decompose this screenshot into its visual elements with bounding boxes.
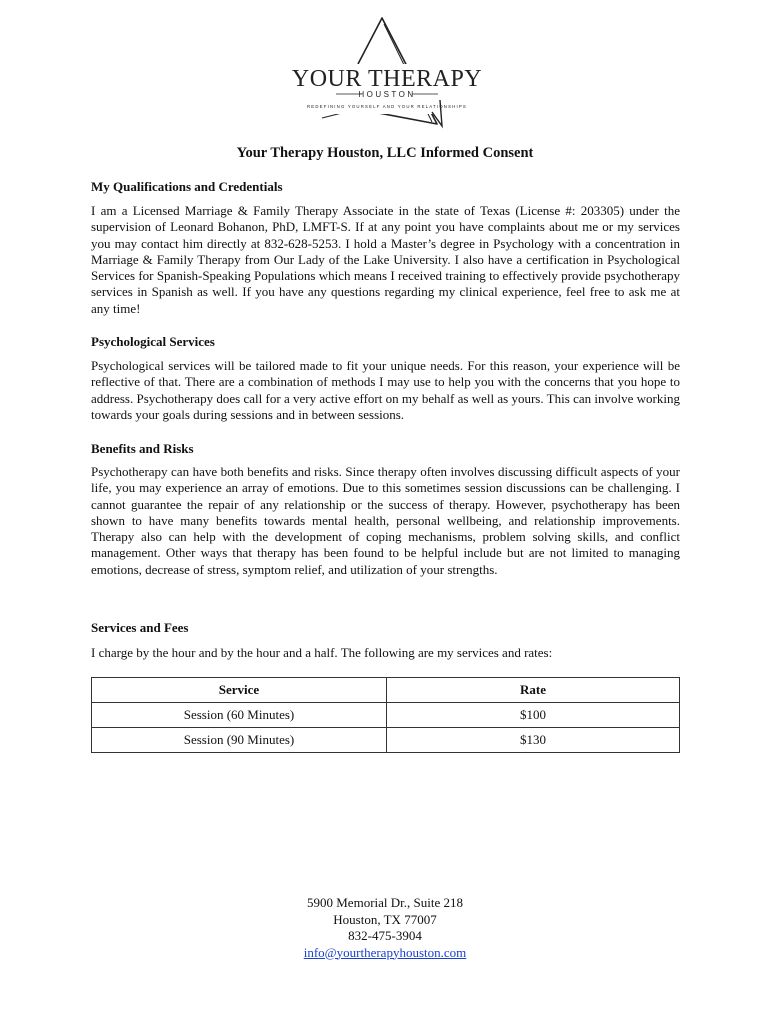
services-fees-paragraph: I charge by the hour and by the hour and a half. The following are my services and rates: [91,645,553,660]
table-cell-service: Session (60 Minutes) [92,703,387,728]
table-cell-rate: $130 [387,728,680,753]
your-therapy-houston-logo [292,14,482,132]
fees-table [91,677,680,753]
table-header-row [92,678,680,703]
contact-footer [0,895,770,961]
logo-tagline-text: REDEFINING YOURSELF AND YOUR RELATIONSHIPS [307,104,467,109]
logo-city-text: HOUSTON [358,90,416,99]
table-row [92,728,680,753]
benefits-risks-paragraph: Psychotherapy can have both benefits and risks. Since therapy often involves discussing difficult aspects of your life, you may experience an array of emotions. Due to this sometimes session discussions can be challenging. I cannot guarantee the repair of any relationship or the success of therapy. However, psychotherapy has been shown to have many benefits towards mental health, personal wellbeing, and relationship improvements. Therapy also can help with the development of coping mechanisms, problem solving skills, and conflict management. Other ways that therapy has been found to be helpful include but are not limited to managing emotions, decrease of stress, symptom relief, and utilization of your strengths. [91,464,680,577]
table-row [92,703,680,728]
table-header-service: Service [92,678,387,703]
psychological-services-heading: Psychological Services [91,334,215,349]
document-title: Your Therapy Houston, LLC Informed Consent [236,145,534,161]
table-cell-rate: $100 [387,703,680,728]
qualifications-heading: My Qualifications and Credentials [91,179,283,194]
benefits-risks-heading: Benefits and Risks [91,441,194,456]
services-fees-heading: Services and Fees [91,620,189,635]
table-header-rate: Rate [387,678,680,703]
qualifications-paragraph: I am a Licensed Marriage & Family Therapy Associate in the state of Texas (License #: 203305) under the supervision of Leonard Bohanon, PhD, LMFT-S. If at any point you have complaints about me or my services you may contact him directly at 832-628-5253. I hold a Master’s degree in Psychology with a concentration in Marriage & Family Therapy from Our Lady of the Lake University. I also have a certification in Psychological Services for Spanish-Speaking Populations which means I received training to effectively provide psychotherapy services in Spanish as well. If you have any questions regarding my clinical experience, feel free to ask me at any time! [91,203,680,316]
psychological-services-paragraph: Psychological services will be tailored made to fit your unique needs. For this reason, your experience will be reflective of that. There are a combination of methods I may use to help you with the concerns that you hope to address. Psychotherapy does call for a very active effort on my behalf as well as yours. This can involve working towards your goals during sessions and in between sessions. [91,358,680,422]
footer-address-line1: 5900 Memorial Dr., Suite 218 [307,895,463,910]
footer-phone: 832-475-3904 [348,928,422,943]
table-cell-service: Session (90 Minutes) [92,728,387,753]
logo-brand-text: YOUR THERAPY [292,66,482,92]
footer-email-link[interactable]: info@yourtherapyhouston.com [303,944,467,960]
footer-address-line2: Houston, TX 77007 [333,911,437,927]
